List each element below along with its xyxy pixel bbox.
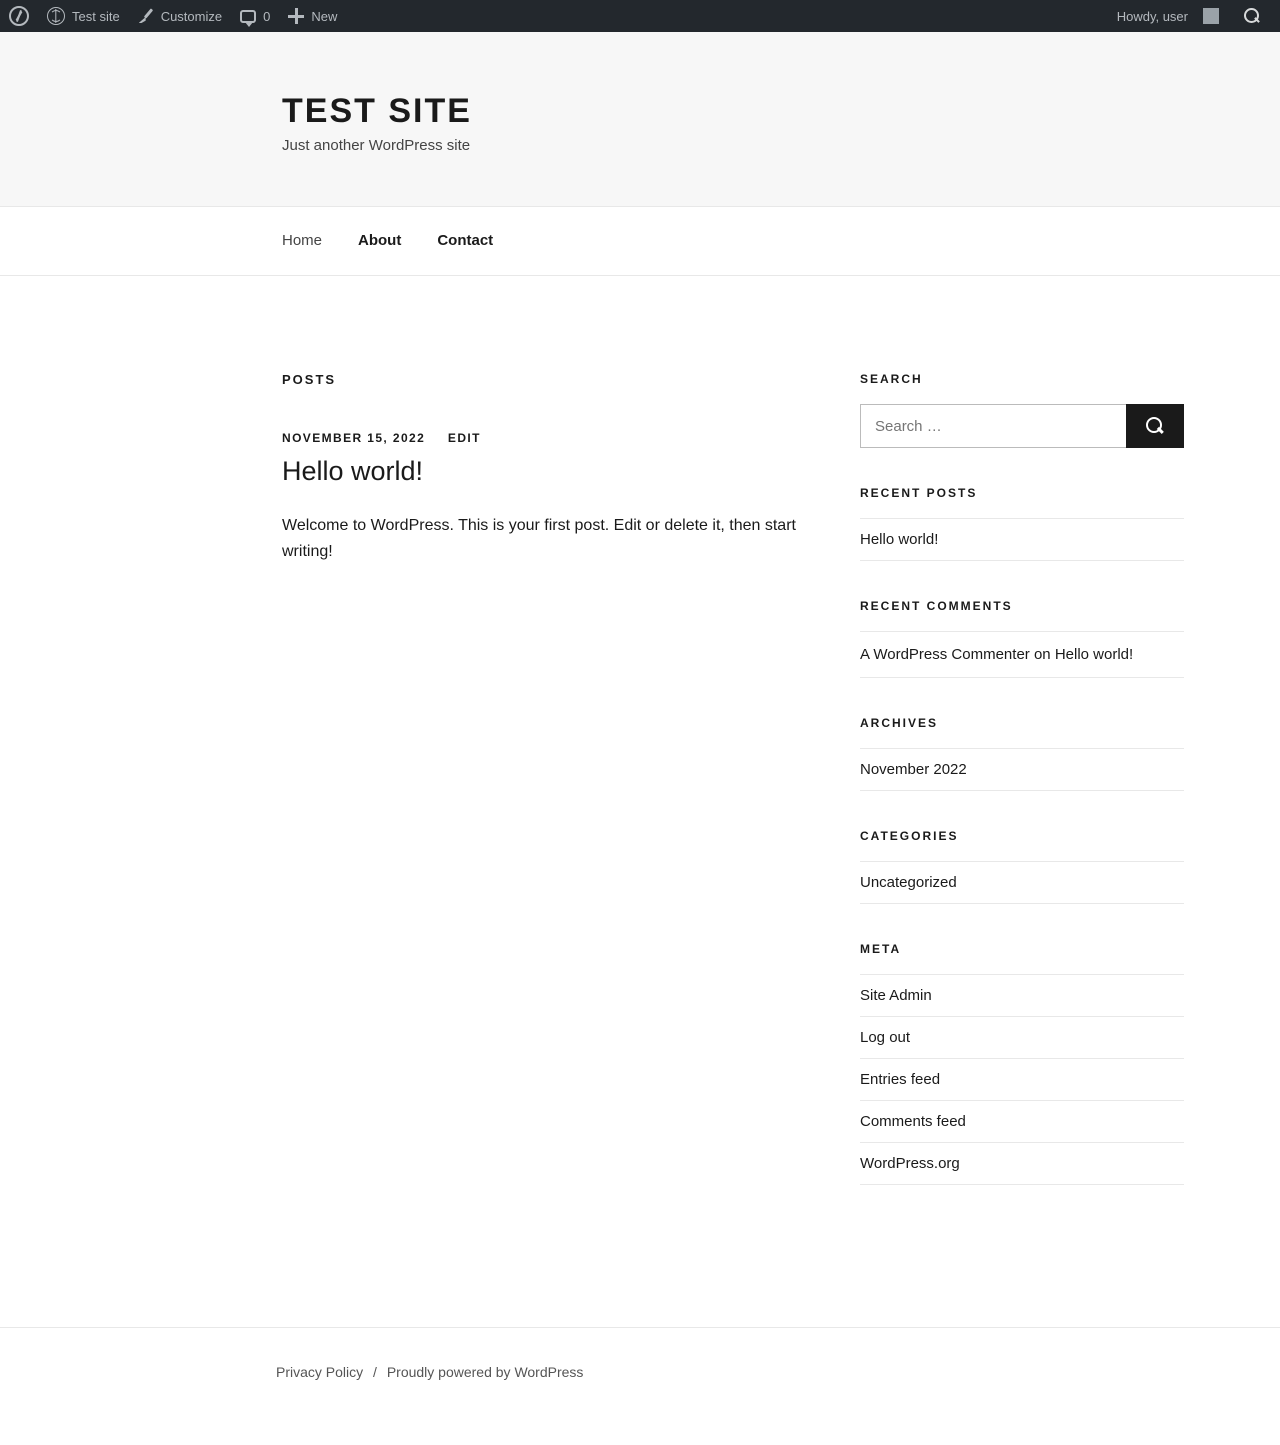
widget-meta-title: META <box>860 942 902 956</box>
nav-item-about[interactable] <box>358 232 401 250</box>
search-icon <box>1243 7 1261 25</box>
list-item[interactable] <box>860 1101 1184 1143</box>
admin-bar-new[interactable] <box>279 0 346 32</box>
admin-bar-comment-count: 0 <box>263 8 271 24</box>
widget-search-title: SEARCH <box>860 372 923 386</box>
list-item[interactable] <box>860 1143 1184 1185</box>
nav-link-contact[interactable]: Contact <box>437 232 494 249</box>
site-icon <box>47 7 65 25</box>
widget-archives-title: ARCHIVES <box>860 716 939 730</box>
post-title-text: Hello world! <box>282 456 424 486</box>
footer-separator: / <box>373 1364 377 1380</box>
archives-list <box>860 748 1184 791</box>
widget-archives <box>860 716 1184 791</box>
list-item[interactable] <box>860 632 1184 678</box>
search-input[interactable] <box>860 404 1126 448</box>
avatar <box>1203 8 1219 24</box>
recent-posts-list <box>860 518 1184 561</box>
admin-bar-site-name[interactable] <box>38 0 129 32</box>
categories-list <box>860 861 1184 904</box>
meta-link-wordpress-org[interactable]: WordPress.org <box>860 1155 960 1172</box>
search-icon <box>1146 417 1164 435</box>
meta-link-comments-feed[interactable]: Comments feed <box>860 1113 966 1130</box>
comment-author: A WordPress Commenter <box>860 646 1030 663</box>
widget-recent-comments <box>860 599 1184 678</box>
comment-bubble-icon <box>240 10 256 23</box>
widget-categories-title: CATEGORIES <box>860 829 959 843</box>
widget-categories <box>860 829 1184 904</box>
widget-recent-posts <box>860 486 1184 561</box>
admin-bar-wordpress-logo[interactable] <box>0 0 38 32</box>
admin-bar-site-name-label: Test site <box>72 8 120 24</box>
admin-bar <box>0 0 1280 32</box>
widget-meta <box>860 942 1184 1185</box>
list-item[interactable] <box>860 1017 1184 1059</box>
admin-bar-search[interactable] <box>1228 0 1270 32</box>
meta-link-site-admin[interactable]: Site Admin <box>860 987 932 1004</box>
list-item[interactable] <box>860 975 1184 1017</box>
nav-list <box>282 207 1186 275</box>
nav-item-contact[interactable] <box>437 232 493 250</box>
meta-list <box>860 974 1184 1185</box>
admin-bar-right <box>1108 0 1270 32</box>
post-article <box>282 431 830 565</box>
admin-bar-my-account[interactable] <box>1108 0 1228 32</box>
admin-bar-new-label: New <box>311 8 338 24</box>
admin-bar-comments[interactable] <box>231 0 279 32</box>
category-link[interactable]: Uncategorized <box>860 874 957 891</box>
nav-link-about[interactable]: About <box>358 232 402 249</box>
post-content <box>282 513 830 565</box>
post-edit-link[interactable]: EDIT <box>447 431 481 445</box>
post-title[interactable] <box>282 455 830 487</box>
admin-bar-howdy-label: Howdy, user <box>1116 8 1188 24</box>
footer-privacy-policy-link[interactable]: Privacy Policy <box>276 1364 364 1380</box>
widget-search <box>860 372 1184 448</box>
list-item[interactable] <box>860 749 1184 791</box>
post-meta <box>282 431 830 445</box>
comment-post-link[interactable]: Hello world! <box>1054 646 1134 663</box>
plus-icon <box>288 8 304 24</box>
main-navigation <box>0 207 1280 276</box>
sidebar <box>860 372 1184 1223</box>
posts-heading: POSTS <box>282 372 337 387</box>
recent-post-link[interactable]: Hello world! <box>860 531 939 548</box>
nav-link-home[interactable]: Home <box>282 232 323 249</box>
list-item[interactable] <box>860 862 1184 904</box>
search-submit-button[interactable] <box>1126 404 1184 448</box>
post-date[interactable]: NOVEMBER 15, 2022 <box>282 431 426 445</box>
primary-content <box>282 372 830 1223</box>
widget-recent-posts-title: RECENT POSTS <box>860 486 978 500</box>
list-item[interactable] <box>860 1059 1184 1101</box>
meta-link-log-out[interactable]: Log out <box>860 1029 911 1046</box>
paintbrush-icon <box>138 8 154 24</box>
admin-bar-customize[interactable] <box>129 0 231 32</box>
list-item[interactable] <box>860 519 1184 561</box>
comment-on-word: on <box>1033 646 1051 663</box>
admin-bar-customize-label: Customize <box>160 8 223 24</box>
page-title[interactable]: TEST SITE <box>282 92 472 130</box>
archive-link[interactable]: November 2022 <box>860 761 967 778</box>
recent-comments-list <box>860 631 1184 678</box>
site-description: Just another WordPress site <box>282 137 471 154</box>
footer-credit-link[interactable]: Proudly powered by WordPress <box>386 1364 584 1380</box>
widget-recent-comments-title: RECENT COMMENTS <box>860 599 1013 613</box>
site-footer <box>0 1327 1280 1420</box>
meta-link-entries-feed[interactable]: Entries feed <box>860 1071 941 1088</box>
post-body-text: Welcome to WordPress. This is your first post. Edit or delete it, then start writing! <box>282 517 796 561</box>
search-form <box>860 404 1184 448</box>
site-header <box>0 32 1280 207</box>
content-area <box>282 276 1186 1223</box>
footer-content <box>276 1364 1186 1380</box>
nav-item-home[interactable] <box>282 232 322 250</box>
wordpress-logo-icon <box>9 6 29 26</box>
